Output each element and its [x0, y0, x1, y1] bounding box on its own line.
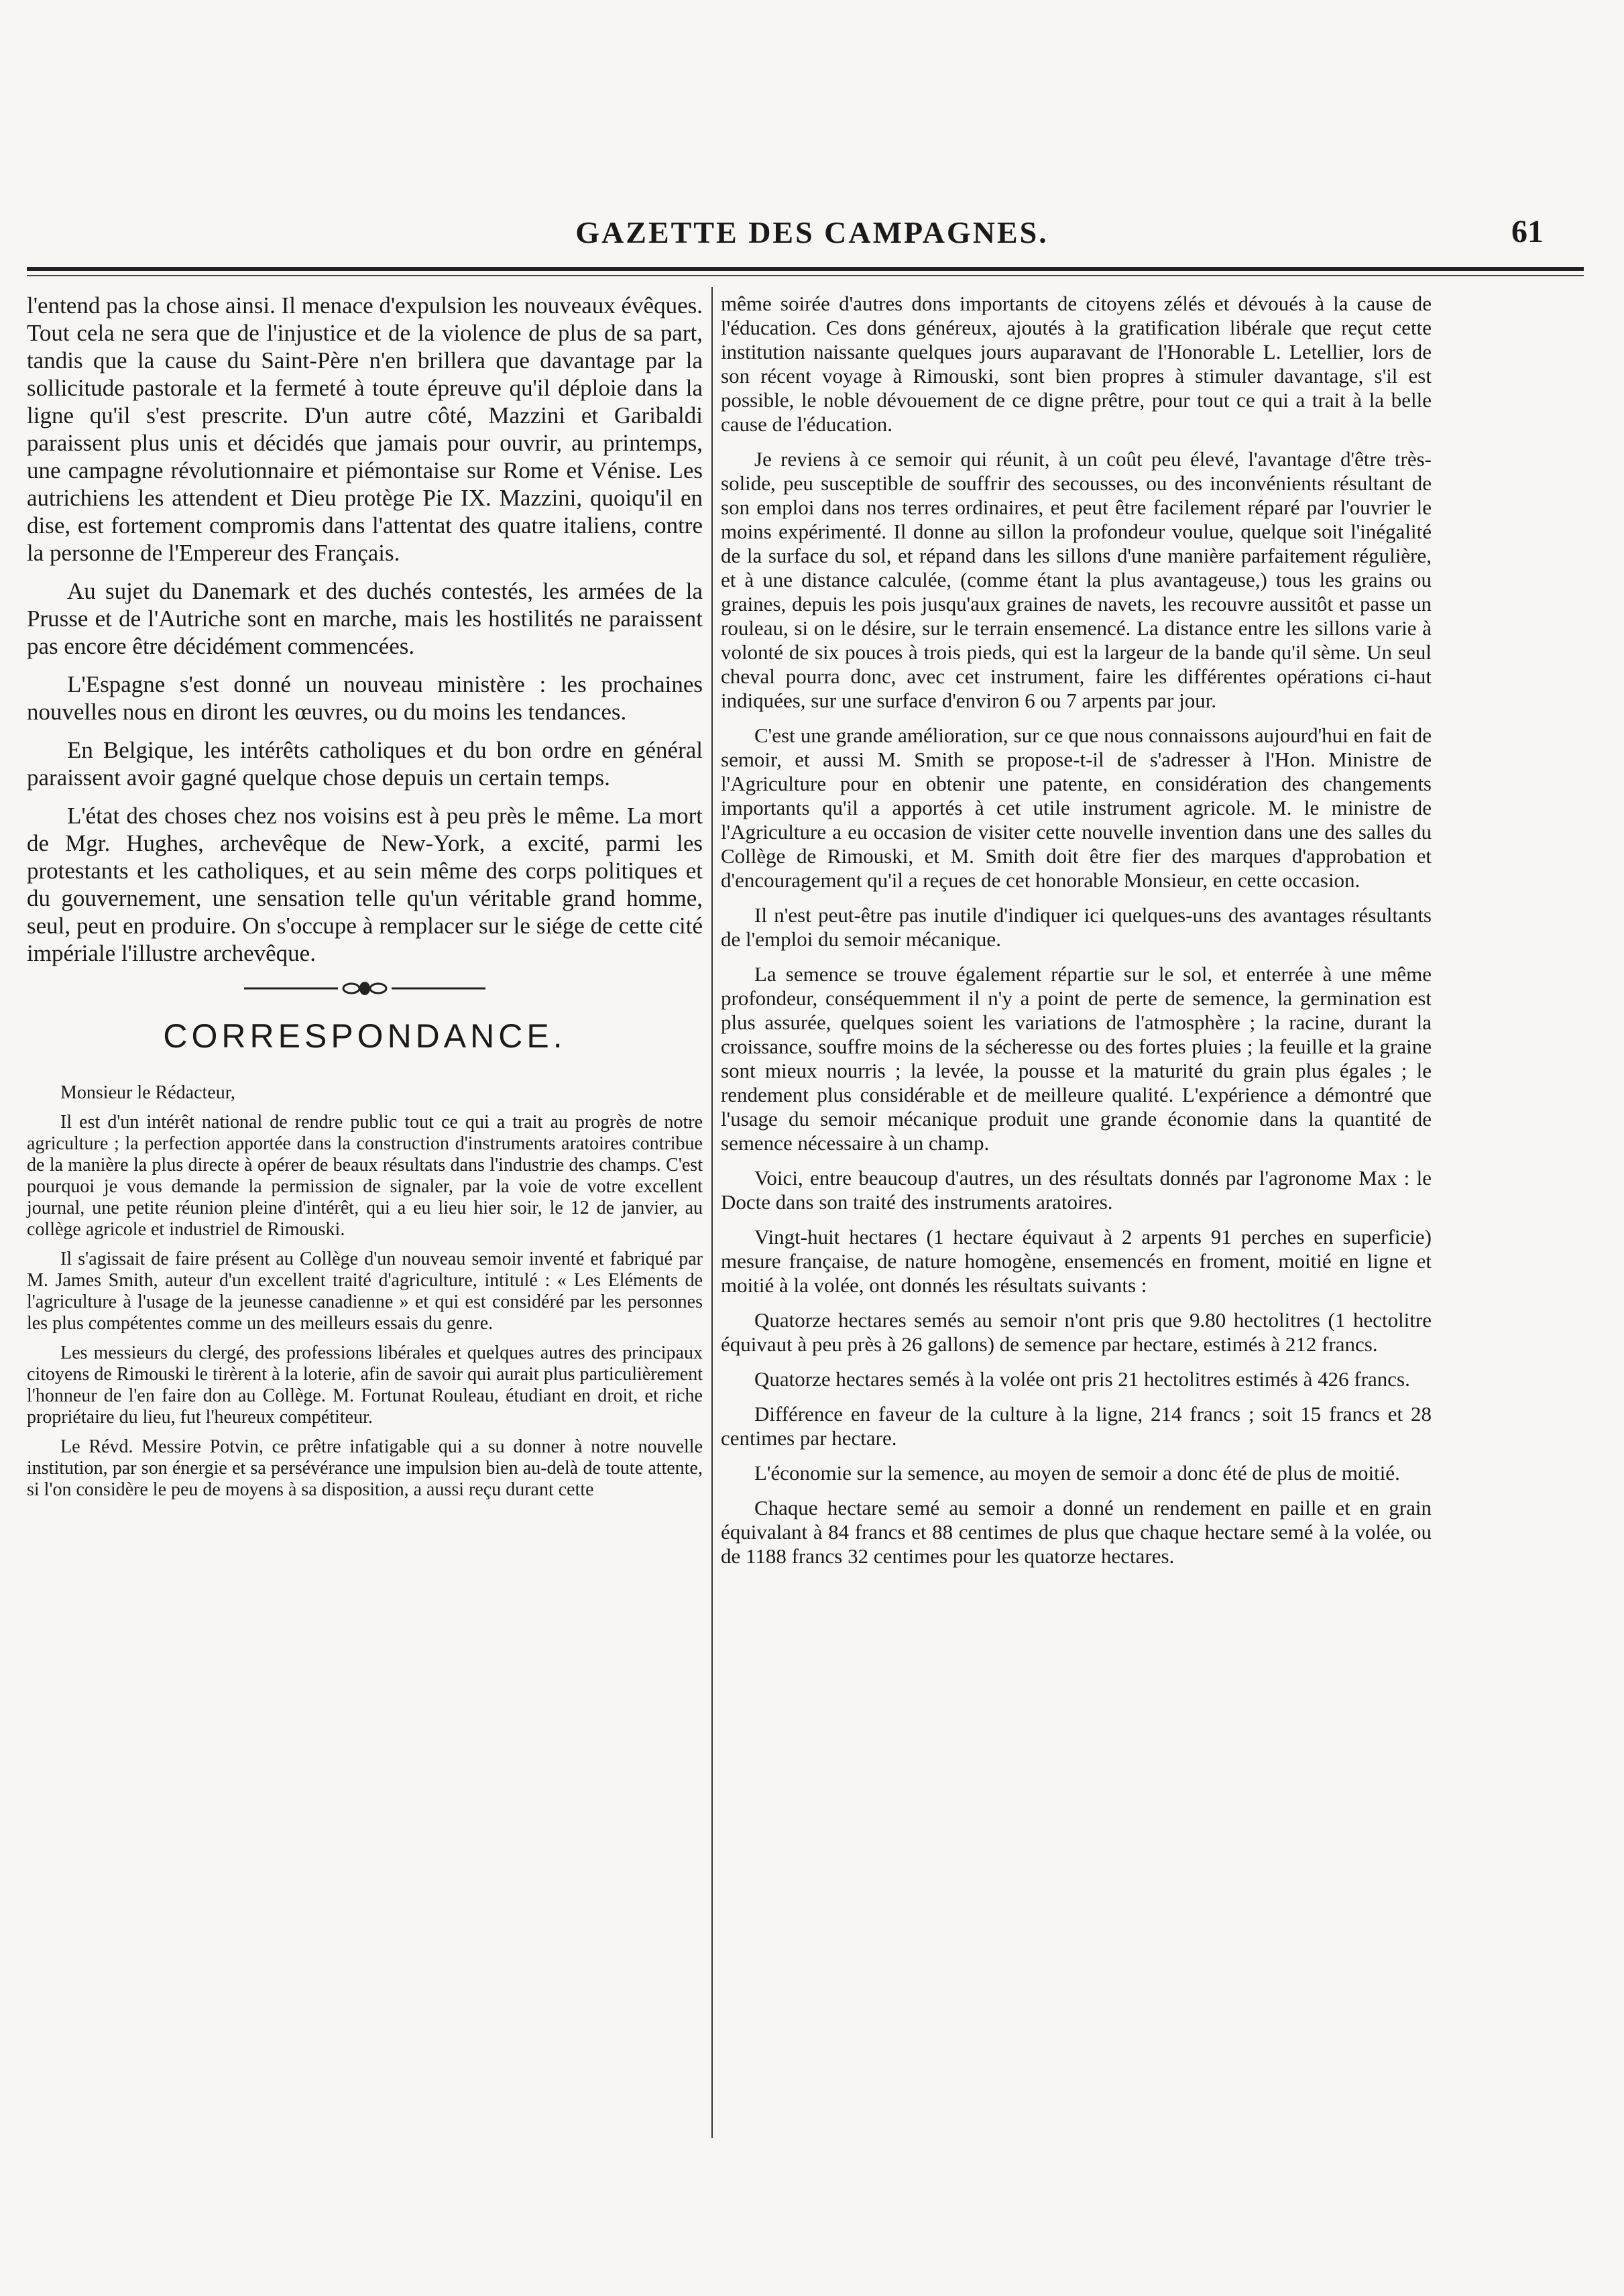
paragraph: l'entend pas la chose ainsi. Il menace d'expulsion les nouveaux évêques. Tout cela ne sera que de l'injustice et de la violence de plus de sa part, tandis que la cause du Saint-Père n'en brillera que davantage par la sollicitude pastorale et la fermeté à toute épreuve qu'il déploie dans la ligne qu'il s'est prescrite. D'un autre côté, Mazzini et Garibaldi paraissent plus unis et décidés que jamais pour ouvrir, au printemps, une campagne révolutionnaire et piémontaise sur Rome et Vénise. Les autrichiens les attendent et Dieu protège Pie IX. Mazzini, quoiqu'il en dise, est fortement compromis dans l'attentat des quatre italiens, contre la personne de l'Empereur des Français. — [27, 292, 703, 566]
letter-section — [27, 1082, 703, 1501]
header-rule — [27, 267, 1584, 271]
header-rule-thin — [27, 275, 1584, 276]
letter-paragraph: Les messieurs du clergé, des professions libérales et quelques autres des principaux citoyens de Rimouski le tirèrent à la loterie, afin de savoir qui aurait plus particulièrement l'honneur de l'en faire don au Collège. M. Fortunat Rouleau, étudiant en droit, et riche propriétaire du lieu, fut l'heureux compétiteur. — [27, 1342, 703, 1428]
paragraph: Je reviens à ce semoir qui réunit, à un coût peu élevé, l'avantage d'être très-solide, peu susceptible de souffrir des secousses, ou des inconvénients résultant de son emploi dans nos terres ordinaires, et peut être facilement réparé par l'ouvrier le moins expérimenté. Il donne au sillon la profondeur voulue, quelque soit l'inégalité de la surface du sol, et répand dans les sillons d'une manière parfaitement régulière, et à une distance calculée, (comme étant la plus avantageuse,) tous les grains ou graines, depuis les pois jusqu'aux graines de navets, les recouvre aussitôt et passe un rouleau, si on le désire, sur le terrain ensemencé. La distance entre les sillons varie à volonté de six pouces à trois pieds, qui est la largeur de la bande qu'il sème. Un seul cheval pourra donc, avec cet instrument, faire les différentes opérations ci-haut indiquées, sur une surface d'environ 6 ou 7 arpents par jour. — [721, 447, 1432, 712]
letter-paragraph: Le Révd. Messire Potvin, ce prêtre infatigable qui a su donner à notre nouvelle institution, par son énergie et sa persévérance une impulsion bien au-delà de toute attente, si l'on considère le peu de moyens à sa disposition, a aussi reçu durant cette — [27, 1436, 703, 1500]
paragraph: Il n'est peut-être pas inutile d'indiquer ici quelques-uns des avantages résultants de l'emploi du semoir mécanique. — [721, 903, 1432, 951]
paragraph: Au sujet du Danemark et des duchés contestés, les armées de la Prusse et de l'Autriche sont en marche, mais les hostilités ne paraissent pas encore être décidément commencées. — [27, 578, 703, 659]
salutation: Monsieur le Rédacteur, — [60, 1082, 235, 1103]
paragraph: Chaque hectare semé au semoir a donné un rendement en paille et en grain équivalant à 84 francs et 88 centimes de plus que chaque hectare semé à la volée, ou de 1188 francs 32 centimes pour les quatorze hectares. — [721, 1496, 1432, 1568]
letter-paragraph: Il est d'un intérêt national de rendre public tout ce qui a trait au progrès de notre agriculture ; la perfection apportée dans la construction d'instruments aratoires contribue de la manière la plus directe à opérer de beaux résultats dans l'industrie des champs. C'est pourquoi je vous demande la permission de signaler, par la voie de votre excellent journal, une petite réunion pleine d'intérêt, qui a eu lieu hier soir, le 12 de janvier, au collège agricole et industriel de Rimouski. — [27, 1112, 703, 1240]
paragraph: Quatorze hectares semés au semoir n'ont pris que 9.80 hectolitres (1 hectolitre équivaut à peu près à 26 gallons) de semence par hectare, estimés à 212 francs. — [721, 1308, 1432, 1356]
paragraph: En Belgique, les intérêts catholiques et du bon ordre en général paraissent avoir gagné quelque chose depuis un certain temps. — [27, 737, 703, 791]
ornament-icon — [244, 980, 485, 996]
paragraph: Quatorze hectares semés à la volée ont pris 21 hectolitres estimés à 426 francs. — [754, 1367, 1410, 1391]
left-column — [27, 292, 703, 1509]
paragraph: La semence se trouve également répartie sur le sol, et enterrée à une même profondeur, conséquemment il n'y a point de perte de semence, la germination est plus assurée, quelques soient les variations de l'atmosphère ; la racine, durant la croissance, souffre moins de la sécheresse ou des fortes pluies ; la feuille et la graine sont mieux nourris ; la levée, la pousse et la maturité du grain plus égales ; le rendement plus considérable et de meilleure qualité. L'expérience a démontré que l'usage du semoir mécanique produit une grande économie dans la quantité de semence nécessaire à un champ. — [721, 962, 1432, 1155]
section-title: CORRESPONDANCE. — [163, 1017, 567, 1055]
paragraph: Vingt-huit hectares (1 hectare équivaut à 2 arpents 91 perches en superficie) mesure française, de nature homogène, ensemencés en froment, moitié en ligne et moitié à la volée, ont donnés les résultats suivants : — [721, 1225, 1432, 1297]
paragraph: même soirée d'autres dons importants de citoyens zélés et dévoués à la cause de l'éducation. Ces dons généreux, ajoutés à la gratification libérale que reçut cette institution naissante quelques jours auparavant de l'Honorable L. Letellier, lors de son récent voyage à Rimouski, sont bien propres à stimuler davantage, s'il est possible, le noble dévouement de ce digne prêtre, pour tout ce qui a trait à la belle cause de l'éducation. — [721, 292, 1432, 436]
right-column — [721, 292, 1432, 1579]
ornamental-divider — [27, 980, 703, 996]
column-divider — [711, 287, 713, 2138]
paragraph: Différence en faveur de la culture à la ligne, 214 francs ; soit 15 francs et 28 centimes par hectare. — [721, 1402, 1432, 1450]
paragraph: L'état des choses chez nos voisins est à peu près le même. La mort de Mgr. Hughes, archevêque de New-York, a excité, parmi les protestants et les catholiques, et au sein même des corps politiques et du gouvernement, une sensation telle qu'un véritable grand homme, seul, peut en produire. On s'occupe à remplacer sur le siége de cette cité impériale l'illustre archevêque. — [27, 803, 703, 966]
letter-paragraph: Il s'agissait de faire présent au Collège d'un nouveau semoir inventé et fabriqué par M. James Smith, auteur d'un excellent traité d'agriculture, intitulé : « Les Eléments de l'agriculture à l'usage de la jeunesse canadienne » et qui est considéré par les personnes les plus compétentes comme un des meilleurs essais du genre. — [27, 1249, 703, 1334]
page-number: 61 — [1511, 214, 1544, 249]
paragraph: L'économie sur la semence, au moyen de semoir a donc été de plus de moitié. — [754, 1461, 1400, 1485]
paragraph: L'Espagne s'est donné un nouveau ministère : les prochaines nouvelles nous en diront les œuvres, ou du moins les tendances. — [27, 671, 703, 725]
paragraph: Voici, entre beaucoup d'autres, un des résultats donnés par l'agronome Max : le Docte dans son traité des instruments aratoires. — [721, 1166, 1432, 1214]
paragraph: C'est une grande amélioration, sur ce que nous connaissons aujourd'hui en fait de semoir, et aussi M. Smith se propose-t-il de s'adresser à l'Hon. Ministre de l'Agriculture pour en obtenir une patente, en considération des changements importants qu'il a apportés à cet utile instrument agricole. M. le ministre de l'Agriculture a eu occasion de visiter cette nouvelle invention dans une des salles du Collège de Rimouski, et M. Smith doit être fier des marques d'approbation et d'encouragement qu'il a reçues de cet honorable Monsieur, en cette occasion. — [721, 724, 1432, 892]
page-header-title: GAZETTE DES CAMPAGNES. — [575, 215, 1049, 249]
news-section — [27, 292, 703, 967]
